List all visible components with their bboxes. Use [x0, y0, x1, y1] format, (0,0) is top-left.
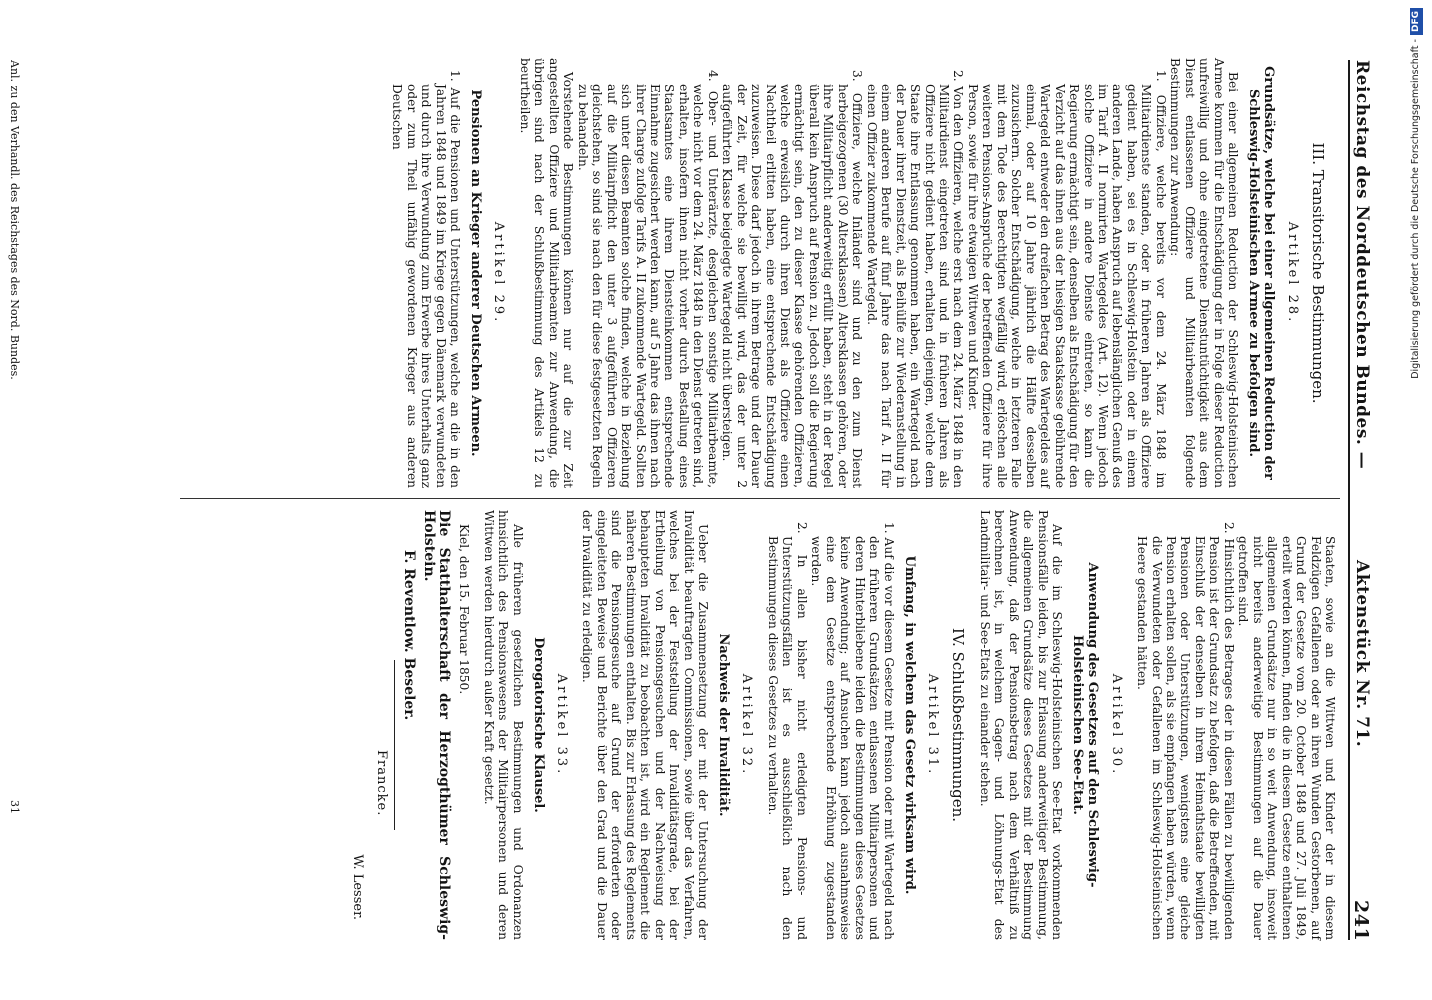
countersignature-lesser: W. Lesser. — [349, 854, 365, 920]
article-28-item-3: 3. Offiziere, welche Inländer sind und zu den zum Dienst herbeigezogenen (30 Altersklassen) Altersklassen gehören, oder ihre Militairpflicht anderweitig erfüllt haben, steht in der Regel überall kein Anspruch auf Pension zu. Jedoch soll die Regierung ermächtigt sein, den zu dieser Klasse gehörenden Offizieren, welche erweislich durch ihren Dienst als Offiziere einen Nachtheil erlitten haben, eine entsprechende Entschädigung zuzuweisen. Diese darf jedoch in ihrem Betrage und der Dauer der Zeit, für welche sie bewilligt wird, das der unter 2 aufgeführten Klasse beigelegte Wartegeld nicht übersteigen. — [720, 70, 865, 488]
article-32-label: Artikel 32. — [739, 673, 755, 777]
article-29-item-1: 1. Auf die Pensionen und Unterstützungen, welche an die in den Jahren 1848 und 1849 im Kriege gegen Dänemark verwundeten und durch ihre Verwundung zum Erwerbe ihres Unterhalts ganz oder zum Theil unfähig gewordenen Krieger aus anderen Deutschen — [390, 70, 462, 488]
article-28-heading: Grundsätze, welche bei einer allgemeinen Reduction der Schleswig-Holsteinischen Armee zu befolgen sind. — [1246, 66, 1277, 480]
article-32-body: Ueber die Zusammensetzung der mit der Untersuchung der Invalidität beauftragten Commissionen, sowie über das Verfahren, welches bei der Feststellung der Invaliditätsgrade, bei der Ertheilung von Pensionsgesuchen und der Nachweisung der behaupteten Invalidität zu beobachten ist, wird ein Reglement die näheren Bestimmungen enthalten. Bis zur Erlassung des Reglements sind die Pensionsgesuche auf Grund der erforderten oder eingeleiteten Beweise und Berichte über den Grad und die Dauer der Invalidität zu erledigen. — [580, 510, 711, 940]
article-29-label: Artikel 29. — [491, 221, 507, 325]
article-28-intro: Bei einer allgemeinen Reduction der Schleswig-Holsteinischen Armee kommen für die Entschädigung der in Folge dieser Reduction unfreiwillig und ohne eingetretene Dienstuntüchtigkeit aus dem Dienst entlassenen Offiziere und Militairbeamten folgende Bestimmungen zur Anwendung: — [1168, 58, 1241, 488]
signatories: F. Reventlow. Beseler. — [400, 550, 417, 721]
footer-note: Anl. zu den Verhandl. des Reichstages des Nord. Bundes. — [8, 60, 21, 380]
article-28-item-4: 4. Ober- und Unterärzte, desgleichen sonstige Militairbeamte, welche nicht vor dem 24. März 1848 in den Dienst getreten sind, erhalten, insofern ihnen nicht vorher durch Bestallung eines Staatsamtes eine ihrem Diensteinkommen entsprechende Einnahme zugesichert werden kann, auf 5 Jahre das ihnen nach ihrer Charge zufolge Tarifs A. II zukommende Wartegeld. Sollten sich unter diesen Beamten solche finden, welche in Beziehung auf die Militairpflicht den unter 3 aufgeführten Offizieren gleichstehen, so sind sie nach den für diese festgesetzten Regeln zu behandeln. — [575, 70, 720, 488]
running-header-left: Reichstag des Norddeutschen Bundes. — — [1352, 60, 1372, 470]
article-29-heading: Pensionen an Krieger anderer Deutschen Armeen. — [467, 89, 483, 457]
countersignature-francke: Francke. — [374, 750, 390, 817]
signature-rule — [394, 660, 395, 830]
column-divider — [180, 498, 1340, 499]
header-rule — [1348, 60, 1350, 940]
article-30-body: Auf die im Schleswig-Holsteinischen See-Etat vorkommenden Pensionsfälle leiden, bis zur Erlassung anderweitiger Bestimmung, die allgemeinen Grundsätze dieses Gesetzes mit der Bestimmung Anwendung, daß der Pensionsbetrag nach dem Verhältniß zu berechnen ist, in welchem Gagen- und Löhnungs-Etat des Landmilitair- und See-Etats zu einander stehen. — [977, 510, 1065, 940]
article-28-closing: Vorstehende Bestimmungen können nur auf die zur Zeit angestellten Offiziere und Militairbeamten zur Anwendung, die übrigen sind nach der Schlußbestimmung des Artikels 12 zu beurtheilen. — [517, 58, 576, 488]
article-28-label: Artikel 28. — [1284, 221, 1300, 325]
left-column — [390, 58, 1337, 488]
dfg-logo: DFG — [1410, 8, 1423, 35]
right-column — [349, 510, 1337, 940]
article-28-item-2: 2. Von den Offizieren, welche erst nach dem 24. März 1848 in den Militairdienst eingetreten sind und in früheren Jahren als Offiziere nicht gedient haben, erhalten diejenigen, welche dem Staate ihre Entlassung genommen haben, ein Wartegeld nach der Dauer ihrer Dienstzeit, als Beihülfe zur Wiederanstellung in einem anderen Berufe auf fünf Jahre das nach Tarif A. II für einen Offizier zukommende Wartegeld. — [864, 70, 966, 488]
issuing-authority: Die Statthalterschaft der Herzogthümer Schleswig-Holstein. — [421, 510, 452, 940]
article-28-item-1: 1. Offiziere, welche bereits vor dem 24. März 1848 im Militairdienste standen, oder in früheren Jahren als Offiziere gedient haben, sei es in Schleswig-Holstein oder in einem anderen Lande, haben Anspruch auf lebenslänglichen Genuß des im Tarif A. II normirten Wartegeldes (Art. 12). Wenn jedoch solche Offiziere in andere Dienste eintreten, so kann die Regierung ermächtigt sein, denselben als Entschädigung für den Verzicht auf das ihnen aus der hiesigen Staatskasse gebührende Wartegeld entweder den dreifachen Betrag des Wartegeldes auf einmal, oder auf 10 Jahre jährlich die Hälfte desselben zuzusichern. Solcher Entschädigung, welche in letzteren Falle mit dem Tode des Berechtigten wegfällig wird, erlöschen alle weiteren Pensions-Ansprüche der betreffenden Offiziere für ihre Person, sowie für ihre etwaigen Wittwen und Kinder. — [965, 70, 1168, 488]
dfg-watermark-caption: Digitalisierung gefördert durch die Deutsche Forschungsgemeinschaft - — [1410, 39, 1421, 379]
dfg-watermark-text — [1406, 8, 1426, 992]
article-31-item-2: 2. In allen bisher nicht erledigten Pensions- und Unterstützungsfällen ist es ausschließlich nach den Bestimmungen dieses Gesetzes zu verhalten. — [765, 522, 809, 940]
article-30-heading: Anwendung des Gesetzes auf den Schleswig-Holsteinischen See-Etat. — [1070, 562, 1101, 888]
footer-sheet-number: 31 — [8, 800, 21, 814]
article-31-item-1: 1. Auf die vor diesem Gesetze mit Pension oder mit Wartegeld nach den früheren Grundsätzen entlassenen Militairpersonen und deren Hinterbliebene leiden die Bestimmungen dieses Gesetzes keine Anwendung; auf Ansuchen kann jedoch ausnahmsweise eine dem Gesetze entsprechende Erhöhung zugestanden werden. — [809, 522, 896, 940]
dfg-watermark — [1406, 8, 1426, 992]
place-date: Kiel, den 15. Februar 1850. — [457, 524, 472, 695]
section-title-iv: IV. Schlußbestimmungen. — [949, 627, 968, 823]
article-33-body: Alle früheren gesetzlichen Bestimmungen und Ordonanzen hinsichtlich des Pensionswesens der Militairpersonen und deren Wittwen werden hierdurch außer Kraft gesetzt. — [481, 510, 525, 940]
section-title-iii: III. Transitorische Bestimmungen. — [1309, 142, 1327, 404]
article-31-label: Artikel 31. — [925, 673, 941, 777]
article-29-continuation: Staaten, sowie an die Wittwen und Kinder der in diesem Feldzügen Gefallenen oder an ihren Wunden Gestorbenen, auf Grund der Gesetze vom 20. October 1848 und 27. Juli 1849, erteilt werden können, finden die in diesem Gesetze enthaltenen allgemeinen Grundsätze nur in so weit Anwendung, insoweit nicht bereits anderweitige Bestimmungen auf die Dauer getroffen sind. — [1236, 536, 1337, 940]
article-31-heading: Umfang, in welchem das Gesetz wirksam wird. — [901, 555, 917, 895]
article-32-heading: Nachweis der Invalidität. — [716, 633, 732, 817]
article-30-label: Artikel 30. — [1108, 673, 1124, 777]
running-header-right: Aktenstück Nr. 71. — [1352, 560, 1372, 748]
article-33-heading: Derogatorische Klausel. — [530, 637, 546, 813]
article-33-label: Artikel 33. — [553, 673, 569, 777]
page-number: 241 — [1350, 900, 1372, 942]
article-29-item-2: 2. Hinsichtlich des Betrages der in diesen Fällen zu bewilligenden Pension ist der Grundsatz zu befolgen, daß die Betreffenden, mit Einschluß der denselben in ihrem Heimathstaate bewilligten Pensionen oder Unterstützungen, wenigstens eine gleiche Pension erhalten sollen, als sie empfangen haben würden, wenn die Verwundeten oder Gefallenen im Schleswig-Holsteinischen Heere gestanden hätten. — [1135, 522, 1236, 940]
